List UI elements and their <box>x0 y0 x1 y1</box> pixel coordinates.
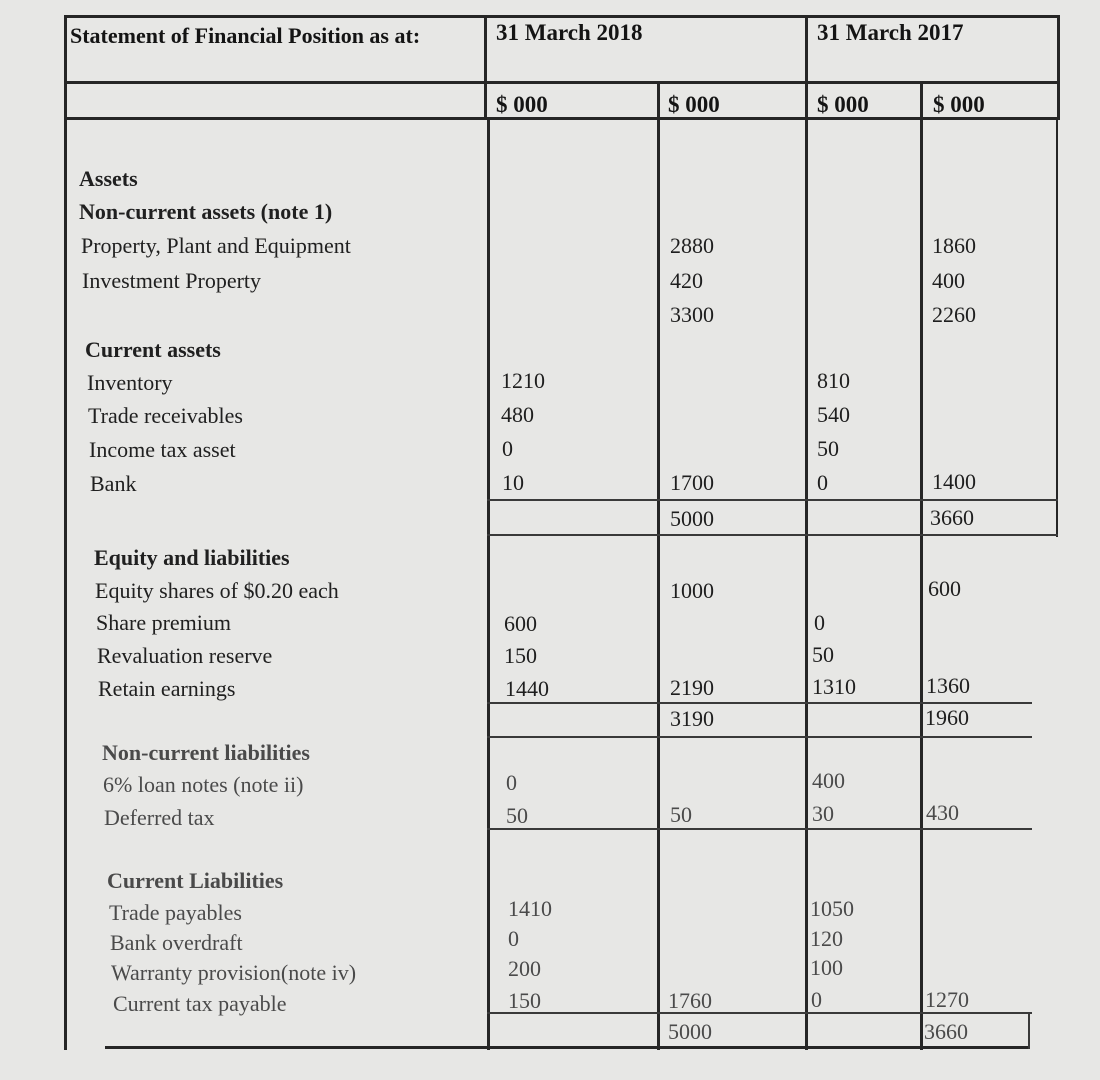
cell-value: 100 <box>810 955 843 980</box>
cell-value: 200 <box>508 956 541 981</box>
rule-equity-bottom <box>487 736 1032 738</box>
cell-value: 50 <box>670 802 692 827</box>
section-heading: Assets <box>79 166 138 191</box>
row-label: Inventory <box>87 370 173 395</box>
table-border-bottom <box>105 1046 1030 1049</box>
cell-value: 10 <box>502 470 524 495</box>
statement-title: Statement of Financial Position as at: <box>70 23 421 48</box>
subtotal-value: 3300 <box>670 302 714 327</box>
units-divider <box>64 117 1060 120</box>
row-label: Deferred tax <box>104 805 215 830</box>
row-label: Share premium <box>96 610 232 635</box>
cell-value: 1700 <box>670 470 714 495</box>
cell-value: 540 <box>817 402 850 427</box>
cell-value: 120 <box>810 926 843 951</box>
rule-assets-bottom <box>487 534 1058 536</box>
row-label: Property, Plant and Equipment <box>81 233 351 258</box>
cell-value: 50 <box>812 642 834 667</box>
subtotal-value: 2260 <box>932 302 976 327</box>
unit-col-4: $ 000 <box>933 92 985 117</box>
cell-value: 400 <box>932 268 965 293</box>
cell-value: 0 <box>508 926 519 951</box>
date-2017: 31 March 2017 <box>817 20 964 45</box>
cell-value: 600 <box>504 611 537 636</box>
row-label: Investment Property <box>82 268 262 293</box>
col-divider-1 <box>484 15 487 120</box>
cell-value: 1360 <box>926 673 970 698</box>
col-divider-4 <box>920 81 923 1050</box>
table-border-top <box>64 15 1060 18</box>
table-border-left <box>64 15 67 1050</box>
section-heading: Current Liabilities <box>107 868 284 893</box>
col-divider-2 <box>657 81 660 1050</box>
section-heading: Current assets <box>85 337 221 362</box>
total-value: 5000 <box>668 1019 712 1044</box>
section-heading: Equity and liabilities <box>94 545 290 570</box>
unit-col-1: $ 000 <box>496 92 548 117</box>
cell-value: 600 <box>928 576 961 601</box>
date-2018: 31 March 2018 <box>496 20 643 45</box>
section-subheading: Non-current assets (note 1) <box>79 199 333 224</box>
cell-value: 1050 <box>810 896 854 921</box>
col-divider-1b <box>487 117 490 1050</box>
cell-value: 1860 <box>932 233 976 258</box>
row-label: Bank <box>90 471 137 496</box>
cell-value: 1310 <box>812 674 856 699</box>
cell-value: 1440 <box>505 676 549 701</box>
cell-value: 2190 <box>670 675 714 700</box>
cell-value: 420 <box>670 268 703 293</box>
cell-value: 1210 <box>501 368 545 393</box>
cell-value: 810 <box>817 368 850 393</box>
header-divider <box>64 81 1060 84</box>
cell-value: 2880 <box>670 233 714 258</box>
rule-ncl-bottom <box>487 828 1032 830</box>
cell-value: 430 <box>926 800 959 825</box>
cell-value: 0 <box>811 987 822 1012</box>
unit-col-3: $ 000 <box>817 92 869 117</box>
cell-value: 0 <box>817 470 828 495</box>
total-value: 3660 <box>930 505 974 530</box>
total-value: 5000 <box>670 506 714 531</box>
cell-value: 150 <box>508 988 541 1013</box>
row-label: Current tax payable <box>113 991 287 1016</box>
col-divider-right <box>1056 117 1058 537</box>
cell-value: 1760 <box>668 988 712 1013</box>
cell-value: 400 <box>812 768 845 793</box>
row-label: Retain earnings <box>98 676 236 701</box>
unit-col-2: $ 000 <box>668 92 720 117</box>
cell-value: 1400 <box>932 469 976 494</box>
cell-value: 0 <box>814 610 825 635</box>
col-divider-3 <box>805 15 808 1050</box>
row-label: Revaluation reserve <box>97 643 273 668</box>
row-label: Trade payables <box>109 900 242 925</box>
row-label: 6% loan notes (note ii) <box>103 772 304 797</box>
rule-equity-total <box>487 702 1032 704</box>
col-divider-right-lower <box>1028 1012 1030 1049</box>
total-value: 3660 <box>924 1019 968 1044</box>
cell-value: 1000 <box>670 578 714 603</box>
subtotal-value: 1960 <box>925 705 969 730</box>
cell-value: 50 <box>506 803 528 828</box>
cell-value: 1410 <box>508 896 552 921</box>
cell-value: 50 <box>817 436 839 461</box>
table-border-right <box>1057 15 1060 120</box>
subtotal-value: 3190 <box>670 706 714 731</box>
row-label: Trade receivables <box>88 403 243 428</box>
cell-value: 0 <box>502 436 513 461</box>
cell-value: 1270 <box>925 987 969 1012</box>
cell-value: 480 <box>501 402 534 427</box>
rule-assets-total <box>487 499 1058 501</box>
row-label: Equity shares of $0.20 each <box>95 578 339 603</box>
cell-value: 30 <box>812 801 834 826</box>
row-label: Warranty provision(note iv) <box>111 960 357 985</box>
row-label: Income tax asset <box>89 437 236 462</box>
cell-value: 0 <box>506 770 517 795</box>
cell-value: 150 <box>504 643 537 668</box>
row-label: Bank overdraft <box>110 930 243 955</box>
section-heading: Non-current liabilities <box>102 740 310 765</box>
